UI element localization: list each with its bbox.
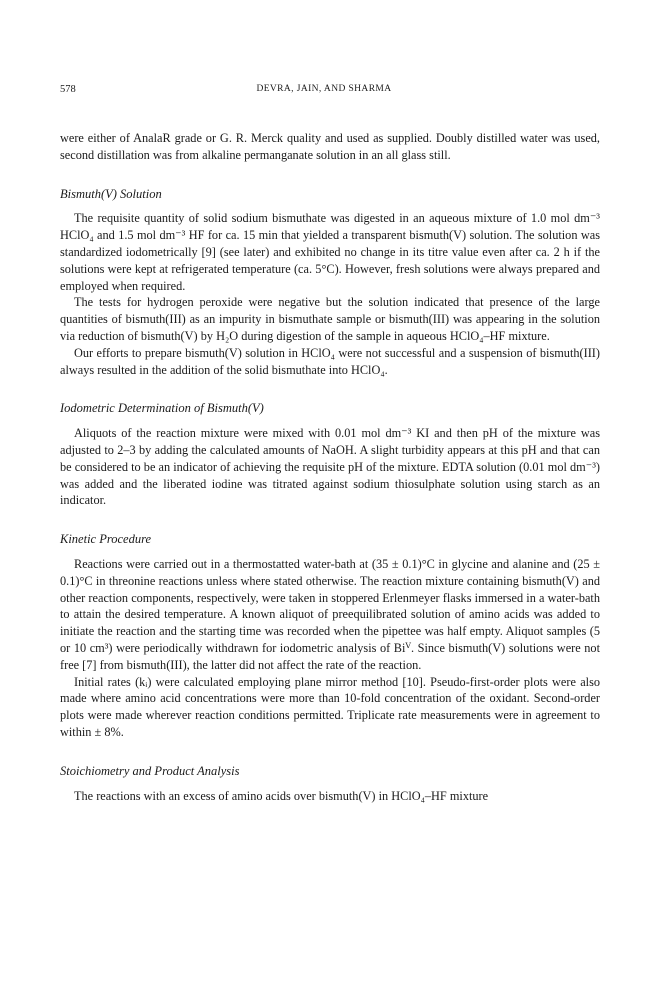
article-body xyxy=(60,130,600,804)
section-heading-stoichiometry: Stoichiometry and Product Analysis xyxy=(60,763,240,778)
section-heading-bismuth-solution: Bismuth(V) Solution xyxy=(60,186,162,201)
page-number: 578 xyxy=(60,84,76,95)
paragraph: The tests for hydrogen peroxide were negative but the solution indicated that presence of the large quantities of bismuth(III) as an impurity in bismuthate sample or bismuth(III) was appearing in the solution via reduction of bismuth(V) by H₂O during digestion of the sample in aqueous HClO₄–HF mixture. xyxy=(60,295,600,343)
paragraph: The reactions with an excess of amino acids over bismuth(V) in HClO₄–HF mixture xyxy=(74,788,489,803)
section-heading-kinetic-procedure: Kinetic Procedure xyxy=(60,532,152,547)
paragraph: The requisite quantity of solid sodium bismuthate was digested in an aqueous mixture of 1.0 mol dm⁻³ HClO₄ and 1.5 mol dm⁻³ HF for ca. 15 min that yielded a transparent bismuth(V) solution. The solution was standardized iodometrically [9] (see later) and exhibited no change in its titre value even after ca. 2 h if the solutions were kept at refrigerated temperature (ca. 5°C). However, fresh solutions were always prepared and employed when required. xyxy=(60,211,600,293)
running-title: DEVRA, JAIN, AND SHARMA xyxy=(256,84,392,94)
paragraph: Aliquots of the reaction mixture were mixed with 0.01 mol dm⁻³ KI and then pH of the mixture was adjusted to 2–3 by adding the calculated amounts of NaOH. A slight turbidity appears at this pH and that can be considered to be an indicator of achieving the requisite pH of the mixture. EDTA solution (0.01 mol dm⁻³) was added and the liberated iodine was titrated against sodium thiosulphate solution using starch as an indicator. xyxy=(60,426,600,508)
paragraph: Our efforts to prepare bismuth(V) solution in HClO₄ were not successful and a suspension of bismuth(III) always resulted in the addition of the solid bismuthate into HClO₄. xyxy=(60,345,600,377)
paragraph: Reactions were carried out in a thermostatted water-bath at (35 ± 0.1)°C in glycine and alanine and (25 ± 0.1)°C in threonine reactions unless where stated otherwise. The reaction mixture containing bismuth(V) and other reaction components, respectively, were taken in stoppered Erlenmeyer flasks immersed in a water-bath to attain the desired temperature. A known aliquot of preequilibrated solution of amino acids was added to initiate the reaction and the starting time was recorded when the pipettee was half empty. Aliquot samples (5 or 10 cm³) were periodically withdrawn for iodometric analysis of Biⱽ. Since bismuth(V) solutions were not free [7] from bismuth(III), the latter did not affect the rate of the reaction. xyxy=(60,556,600,672)
section-heading-iodometric-determination: Iodometric Determination of Bismuth(V) xyxy=(60,401,264,416)
running-header xyxy=(60,84,588,98)
intro-paragraph: were either of AnalaR grade or G. R. Merck quality and used as supplied. Doubly distilled water was used, second distillation was from alkaline permanganate solution in an all glass still. xyxy=(60,131,600,162)
paragraph: Initial rates (kᵢ) were calculated employing plane mirror method [10]. Pseudo-first-order plots were also made where amino acid concentrations were more than 10-fold concentration of the oxidant. Second-order plots were made wherever reaction conditions permitted. Triplicate rate measurements were in agreement to within ± 8%. xyxy=(60,674,600,739)
